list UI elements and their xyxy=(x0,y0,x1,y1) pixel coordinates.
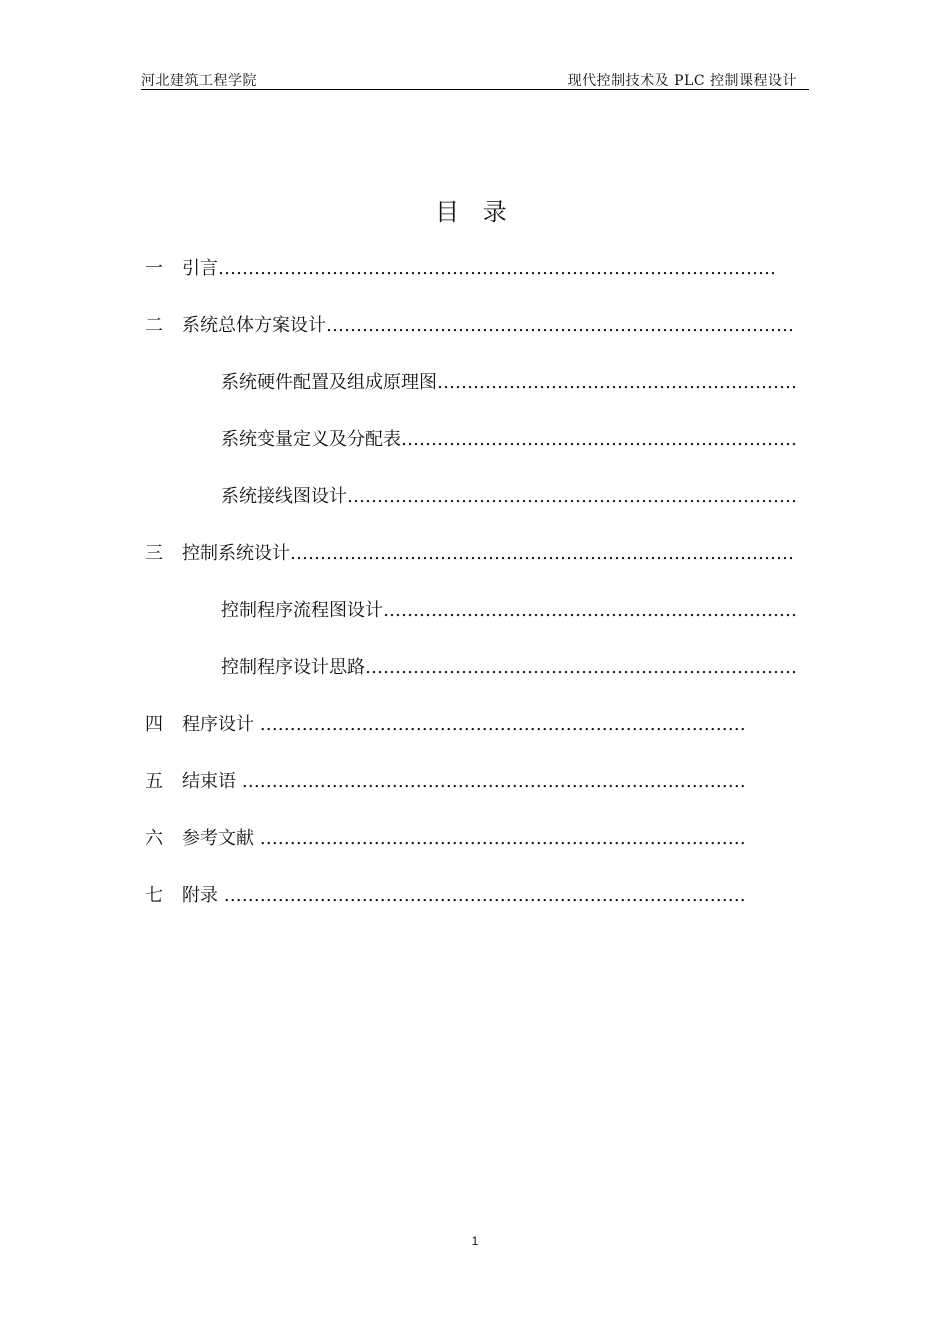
toc-entry-number: 三 xyxy=(145,543,163,564)
toc-entry-number: 五 xyxy=(145,771,163,792)
toc-entry-number: 六 xyxy=(145,828,163,849)
toc-entry[interactable] xyxy=(145,313,797,339)
toc-entry[interactable] xyxy=(145,256,797,282)
toc-title: 目 录 xyxy=(435,198,515,226)
toc-entry[interactable] xyxy=(145,826,788,852)
toc-entry-text: 控制程序流程图设计…………………………………………………………… xyxy=(221,600,797,621)
toc-entry-text: 结束语 ………………………………………………………………………… xyxy=(182,771,746,792)
toc-entry-text: 参考文献 ……………………………………………………………………… xyxy=(182,828,746,849)
toc-entry-text: 附录 …………………………………………………………………………… xyxy=(182,885,746,906)
page-number: 1 xyxy=(471,1234,479,1248)
toc-entry[interactable] xyxy=(145,883,788,909)
header-course-title: 现代控制技术及 PLC 控制课程设计 xyxy=(567,73,797,89)
toc-entry-text: 控制系统设计………………………………………………………………………… xyxy=(182,543,794,564)
toc-entry-text: 系统接线图设计………………………………………………………………… xyxy=(221,486,797,507)
toc-entry-text: 系统变量定义及分配表………………………………………………………… xyxy=(221,429,797,450)
toc-entry-number: 二 xyxy=(145,315,163,336)
toc-entry-number: 四 xyxy=(145,714,163,735)
toc-entry[interactable] xyxy=(145,769,788,795)
page-header xyxy=(141,68,809,90)
toc-entry-text: 系统硬件配置及组成原理图…………………………………………………… xyxy=(221,372,797,393)
toc-entry-text: 系统总体方案设计…………………………………………………………………… xyxy=(182,315,794,336)
toc-subentry[interactable] xyxy=(221,484,797,510)
toc-entry-text: 程序设计 ……………………………………………………………………… xyxy=(182,714,746,735)
header-institution: 河北建筑工程学院 xyxy=(141,73,257,89)
toc-entry[interactable] xyxy=(145,541,797,567)
toc-subentry[interactable] xyxy=(221,427,797,453)
toc-subentry[interactable] xyxy=(221,655,797,681)
toc-subentry[interactable] xyxy=(221,370,797,396)
toc-entry-text: 控制程序设计思路……………………………………………………………… xyxy=(221,657,797,678)
toc-entry[interactable] xyxy=(145,712,788,738)
toc-entry-number: 七 xyxy=(145,885,163,906)
toc-entry-number: 一 xyxy=(145,258,163,279)
toc-entry-text: 引言………………………………………………………………………………… xyxy=(182,258,776,279)
toc-subentry[interactable] xyxy=(221,598,797,624)
